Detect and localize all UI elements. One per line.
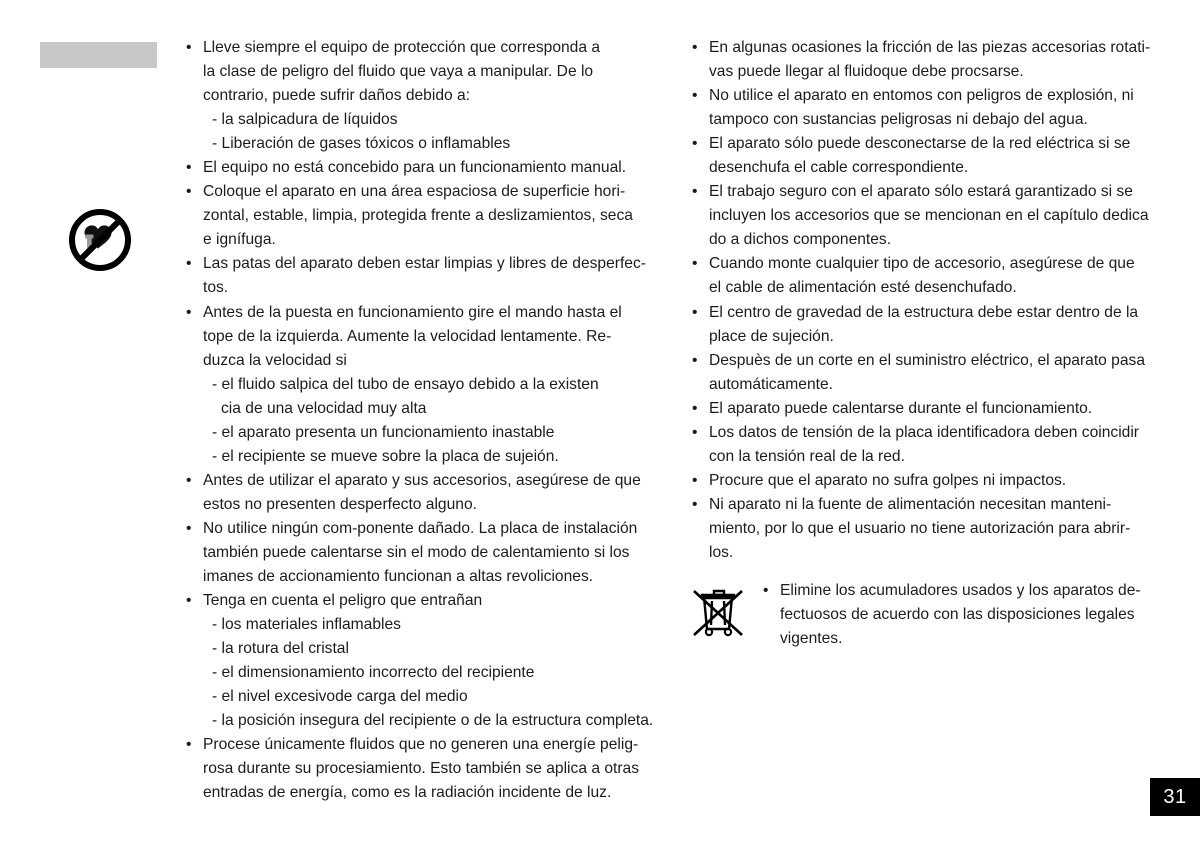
- text-line: Antes de utilizar el aparato y sus accesorios, asegúrese de que: [203, 471, 641, 489]
- weee-bullet-list: [759, 579, 1172, 651]
- list-item: [688, 301, 1172, 349]
- text-line: entradas de energía, como es la radiación incidente de luz.: [203, 784, 612, 802]
- text-line: vigentes.: [780, 630, 843, 648]
- text-line: Las patas del aparato deben estar limpias y libres de desperfec-: [203, 255, 646, 273]
- list-item: [688, 349, 1172, 397]
- text-line: tope de la izquierda. Aumente la velocidad lentamente. Re-: [203, 327, 612, 345]
- sub-dash-line: - el fluido salpica del tubo de ensayo debido a la existen: [212, 375, 599, 393]
- text-line: Procure que el aparato no sufra golpes ni impactos.: [709, 471, 1067, 489]
- sub-dash-line: - los materiales inflamables: [212, 616, 401, 634]
- sub-dash-line: - la salpicadura de líquidos: [212, 111, 398, 129]
- text-line: No utilice el aparato en entomos con peligros de explosión, ni: [709, 87, 1134, 105]
- bullet-icon: •: [186, 592, 192, 610]
- header-placeholder-block: [40, 42, 157, 68]
- left-text-column: [182, 36, 664, 806]
- bullet-icon: •: [692, 399, 698, 417]
- text-line: Cuando monte cualquier tipo de accesorio, asegúrese de que: [709, 255, 1135, 273]
- list-item: [688, 132, 1172, 180]
- sub-dash-line: - la posición insegura del recipiente o de la estructura completa.: [212, 712, 654, 730]
- text-line: desenchufa el cable correspondiente.: [709, 159, 969, 177]
- text-line: Antes de la puesta en funcionamiento gire el mando hasta el: [203, 303, 622, 321]
- weee-disposal-block: [688, 579, 1172, 651]
- bullet-icon: •: [692, 303, 698, 321]
- text-line: El centro de gravedad de la estructura debe estar dentro de la: [709, 303, 1139, 321]
- text-line: Lleve siempre el equipo de protección que corresponda a: [203, 39, 601, 56]
- text-line: contrario, puede sufrir daños debido a:: [203, 87, 470, 105]
- bullet-icon: •: [186, 303, 192, 321]
- bullet-icon: •: [186, 255, 192, 273]
- text-line: imanes de accionamiento funcionan a altas revoliciones.: [203, 568, 594, 586]
- text-line: estos no presenten desperfecto alguno.: [203, 495, 477, 513]
- list-item: [182, 589, 664, 733]
- sub-dash-line: - el nivel excesivode carga del medio: [212, 688, 468, 706]
- text-line: tos.: [203, 279, 229, 297]
- text-line: incluyen los accesorios que se mencionan en el capítulo dedica: [709, 207, 1149, 225]
- text-line: Ni aparato ni la fuente de alimentación necesitan manteni-: [709, 495, 1112, 513]
- list-item: [182, 156, 664, 180]
- list-item: [182, 301, 664, 469]
- list-item: [759, 579, 1172, 651]
- text-line: rosa durante su procesiamiento. Esto también se aplica a otras: [203, 760, 639, 778]
- list-item: [182, 469, 664, 517]
- text-line: el cable de alimentación esté desenchufado.: [709, 279, 1017, 297]
- list-item: [182, 733, 664, 805]
- text-line: Coloque el aparato en una área espaciosa de superficie hori-: [203, 183, 626, 201]
- text-line: do a dichos componentes.: [709, 231, 892, 249]
- text-line: El trabajo seguro con el aparato sólo estará garantizado si se: [709, 183, 1133, 201]
- list-item: [688, 469, 1172, 493]
- list-item: [688, 84, 1172, 132]
- bullet-icon: •: [186, 183, 192, 201]
- bullet-icon: •: [692, 351, 698, 369]
- bullet-icon: •: [692, 471, 698, 489]
- text-line: Procese únicamente fluidos que no generen una energíe pelig-: [203, 736, 639, 754]
- text-line: En algunas ocasiones la fricción de las piezas accesorias rotati-: [709, 39, 1151, 56]
- text-line: vas puede llegar al fluidoque debe procsarse.: [709, 63, 1024, 81]
- bullet-icon: •: [186, 736, 192, 754]
- bullet-icon: •: [692, 255, 698, 273]
- text-line: Tenga en cuenta el peligro que entrañan: [203, 592, 483, 610]
- bullet-icon: •: [186, 471, 192, 489]
- list-item: [688, 252, 1172, 300]
- list-item: [182, 517, 664, 589]
- list-item: [688, 397, 1172, 421]
- sub-dash-line: - el aparato presenta un funcionamiento inastable: [212, 423, 555, 441]
- right-text-column: [688, 36, 1172, 651]
- bullet-icon: •: [186, 519, 192, 537]
- bullet-icon: •: [692, 423, 698, 441]
- text-line: Elimine los acumuladores usados y los aparatos de-: [780, 582, 1141, 600]
- sub-dash-line-continuation: cia de una velocidad muy alta: [221, 399, 427, 417]
- sub-dash-line: - la rotura del cristal: [212, 640, 349, 658]
- list-item: [688, 493, 1172, 565]
- text-line: El aparato sólo puede desconectarse de la red eléctrica si se: [709, 135, 1131, 153]
- text-line: No utilice ningún com-ponente dañado. La placa de instalación: [203, 519, 638, 537]
- text-line: también puede calentarse sin el modo de calentamiento si los: [203, 543, 630, 561]
- list-item: [182, 180, 664, 252]
- bullet-icon: •: [692, 87, 698, 105]
- sub-dash-line: - Liberación de gases tóxicos o inflamables: [212, 135, 511, 153]
- bullet-icon: •: [763, 582, 769, 600]
- list-item: [182, 252, 664, 300]
- text-line: e ignífuga.: [203, 231, 276, 249]
- right-bullet-list: [688, 36, 1172, 565]
- list-item: [688, 421, 1172, 469]
- list-item: [688, 180, 1172, 252]
- list-item: [182, 36, 664, 156]
- text-line: los.: [709, 543, 734, 561]
- no-pacemaker-prohibition-icon: [68, 208, 132, 272]
- weee-crossed-out-wheelie-bin-icon: [690, 581, 748, 639]
- text-line: fectuosos de acuerdo con las disposiciones legales: [780, 606, 1135, 624]
- text-line: automáticamente.: [709, 375, 833, 393]
- left-bullet-list: [182, 36, 664, 806]
- text-line: Despuès de un corte en el suministro eléctrico, el aparato pasa: [709, 351, 1146, 369]
- bullet-icon: •: [692, 39, 698, 56]
- text-line: place de sujeción.: [709, 327, 834, 345]
- bullet-icon: •: [186, 39, 192, 56]
- page-number: 31: [1163, 785, 1187, 808]
- bullet-icon: •: [692, 495, 698, 513]
- text-line: Los datos de tensión de la placa identificadora deben coincidir: [709, 423, 1139, 441]
- bullet-icon: •: [692, 183, 698, 201]
- page-number-tab: [1150, 778, 1200, 816]
- text-line: con la tensión real de la red.: [709, 447, 905, 465]
- sub-dash-line: - el recipiente se mueve sobre la placa de sujeión.: [212, 447, 559, 465]
- list-item: [688, 36, 1172, 84]
- bullet-icon: •: [186, 159, 192, 177]
- text-line: El aparato puede calentarse durante el funcionamiento.: [709, 399, 1093, 417]
- text-line: El equipo no está concebido para un funcionamiento manual.: [203, 159, 627, 177]
- sub-dash-line: - el dimensionamiento incorrecto del recipiente: [212, 664, 535, 682]
- text-line: duzca la velocidad si: [203, 351, 347, 369]
- text-line: tampoco con sustancias peligrosas ni debajo del agua.: [709, 111, 1088, 129]
- text-line: miento, por lo que el usuario no tiene autorización para abrir-: [709, 519, 1131, 537]
- text-line: zontal, estable, limpia, protegida frente a deslizamientos, seca: [203, 207, 633, 225]
- text-line: la clase de peligro del fluido que vaya a manipular. De lo: [203, 63, 594, 81]
- bullet-icon: •: [692, 135, 698, 153]
